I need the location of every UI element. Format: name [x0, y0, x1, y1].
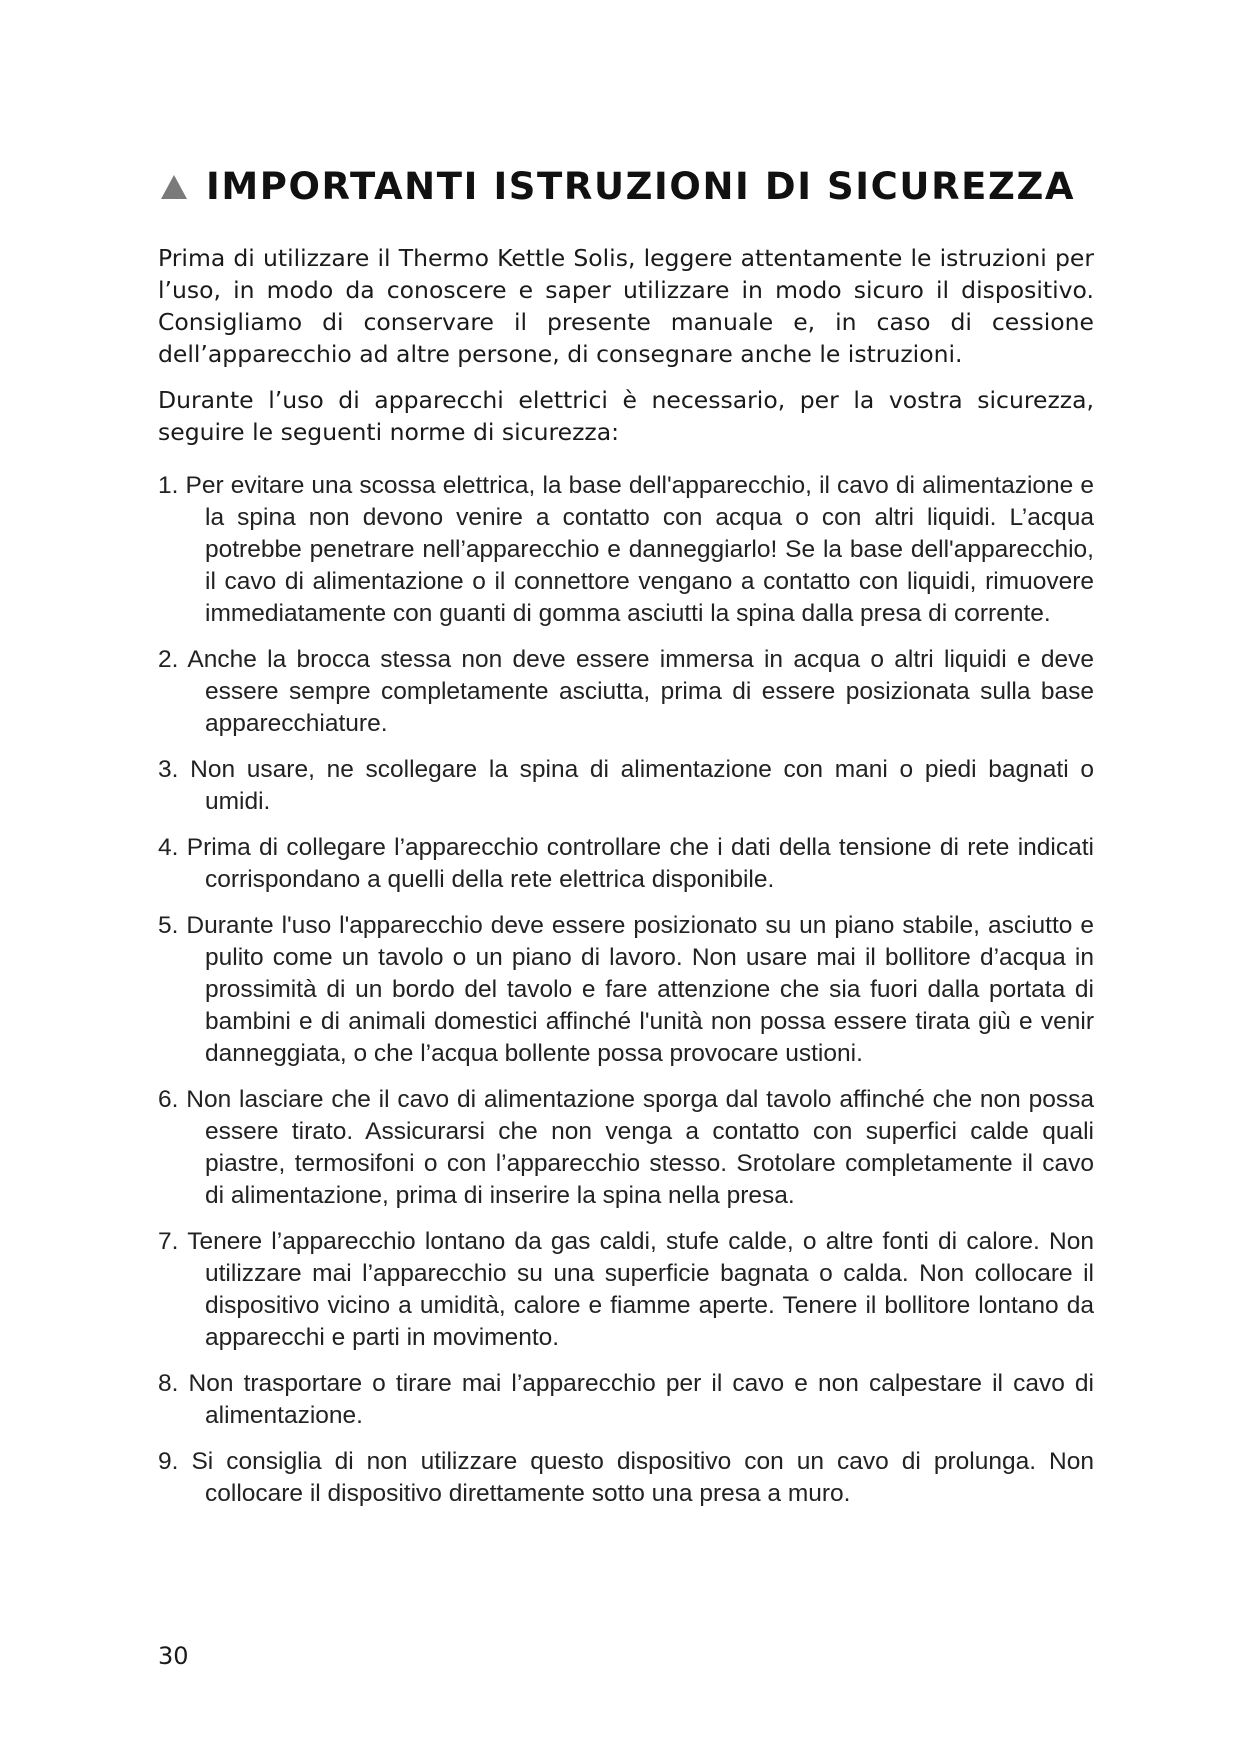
item-text: Si consiglia di non utilizzare questo dispositivo con un cavo di prolunga. Non collocare il dispositivo direttamente sotto una presa a muro. [191, 1448, 1094, 1507]
item-number: 3. [158, 756, 179, 783]
item-text: Non trasportare o tirare mai l’apparecchio per il cavo e non calpestare il cavo di alimentazione. [188, 1370, 1094, 1429]
intro-text [158, 242, 1094, 462]
safety-instructions-list [158, 470, 1094, 1524]
list-item [158, 754, 1094, 818]
list-item [158, 910, 1094, 1070]
item-number: 1. [158, 472, 179, 499]
item-number: 5. [158, 912, 179, 939]
intro-paragraph: Durante l’uso di apparecchi elettrici è necessario, per la vostra sicurezza, seguire le seguenti norme di sicurezza: [158, 386, 1094, 446]
item-text: Tenere l’apparecchio lontano da gas caldi, stufe calde, o altre fonti di calore. Non utilizzare mai l’apparecchio su una superficie bagnata o calda. Non collocare il dispositivo vicino a umidità, calore e fiamme aperte. Tenere il bollitore lontano da apparecchi e parti in movimento. [187, 1228, 1094, 1351]
list-item [158, 1084, 1094, 1212]
section-heading [160, 165, 1100, 208]
list-item [158, 1446, 1094, 1510]
list-item [158, 470, 1094, 630]
item-number: 9. [158, 1448, 179, 1475]
item-text: Anche la brocca stessa non deve essere immersa in acqua o altri liquidi e deve essere sempre completamente asciutta, prima di essere posizionata sulla base apparecchiature. [187, 646, 1094, 737]
item-number: 6. [158, 1086, 179, 1113]
warning-triangle-icon [160, 174, 188, 200]
item-number: 7. [158, 1228, 179, 1255]
intro-paragraph: Prima di utilizzare il Thermo Kettle Solis, leggere attentamente le istruzioni per l’uso, in modo da conoscere e saper utilizzare in modo sicuro il dispositivo. Consigliamo di conservare il presente manuale e, in caso di cessione dell’apparecchio ad altre persone, di consegnare anche le istruzioni. [158, 244, 1094, 368]
list-item [158, 832, 1094, 896]
list-item [158, 1226, 1094, 1354]
list-item [158, 1368, 1094, 1432]
item-number: 4. [158, 834, 179, 861]
item-number: 8. [158, 1370, 179, 1397]
page-title: IMPORTANTI ISTRUZIONI DI SICUREZZA [206, 165, 1076, 208]
item-text: Per evitare una scossa elettrica, la base dell'apparecchio, il cavo di alimentazione e la spina non devono venire a contatto con acqua o con altri liquidi. L’acqua potrebbe penetrare nell’apparecchio e danneggiarlo! Se la base dell'apparecchio, il cavo di alimentazione o il connettore vengano a contatto con liquidi, rimuovere immediatamente con guanti di gomma asciutti la spina dalla presa di corrente. [185, 472, 1094, 627]
item-text: Durante l'uso l'apparecchio deve essere posizionato su un piano stabile, asciutto e pulito come un tavolo o un piano di lavoro. Non usare mai il bollitore d’acqua in prossimità di un bordo del tavolo e fare attenzione che sia fuori dalla portata di bambini e di animali domestici affinché l'unità non possa essere tirata giù e venir danneggiata, o che l’acqua bollente possa provocare ustioni. [186, 912, 1094, 1067]
item-text: Non lasciare che il cavo di alimentazione sporga dal tavolo affinché che non possa essere tirato. Assicurarsi che non venga a contatto con superfici calde quali piastre, termosifoni o con l’apparecchio stesso. Srotolare completamente il cavo di alimentazione, prima di inserire la spina nella presa. [186, 1086, 1094, 1209]
item-text: Prima di collegare l’apparecchio controllare che i dati della tensione di rete indicati corrispondano a quelli della rete elettrica disponibile. [186, 834, 1094, 893]
item-text: Non usare, ne scollegare la spina di alimentazione con mani o piedi bagnati o umidi. [190, 756, 1094, 815]
item-number: 2. [158, 646, 179, 673]
list-item [158, 644, 1094, 740]
page-number: 30 [158, 1642, 189, 1670]
